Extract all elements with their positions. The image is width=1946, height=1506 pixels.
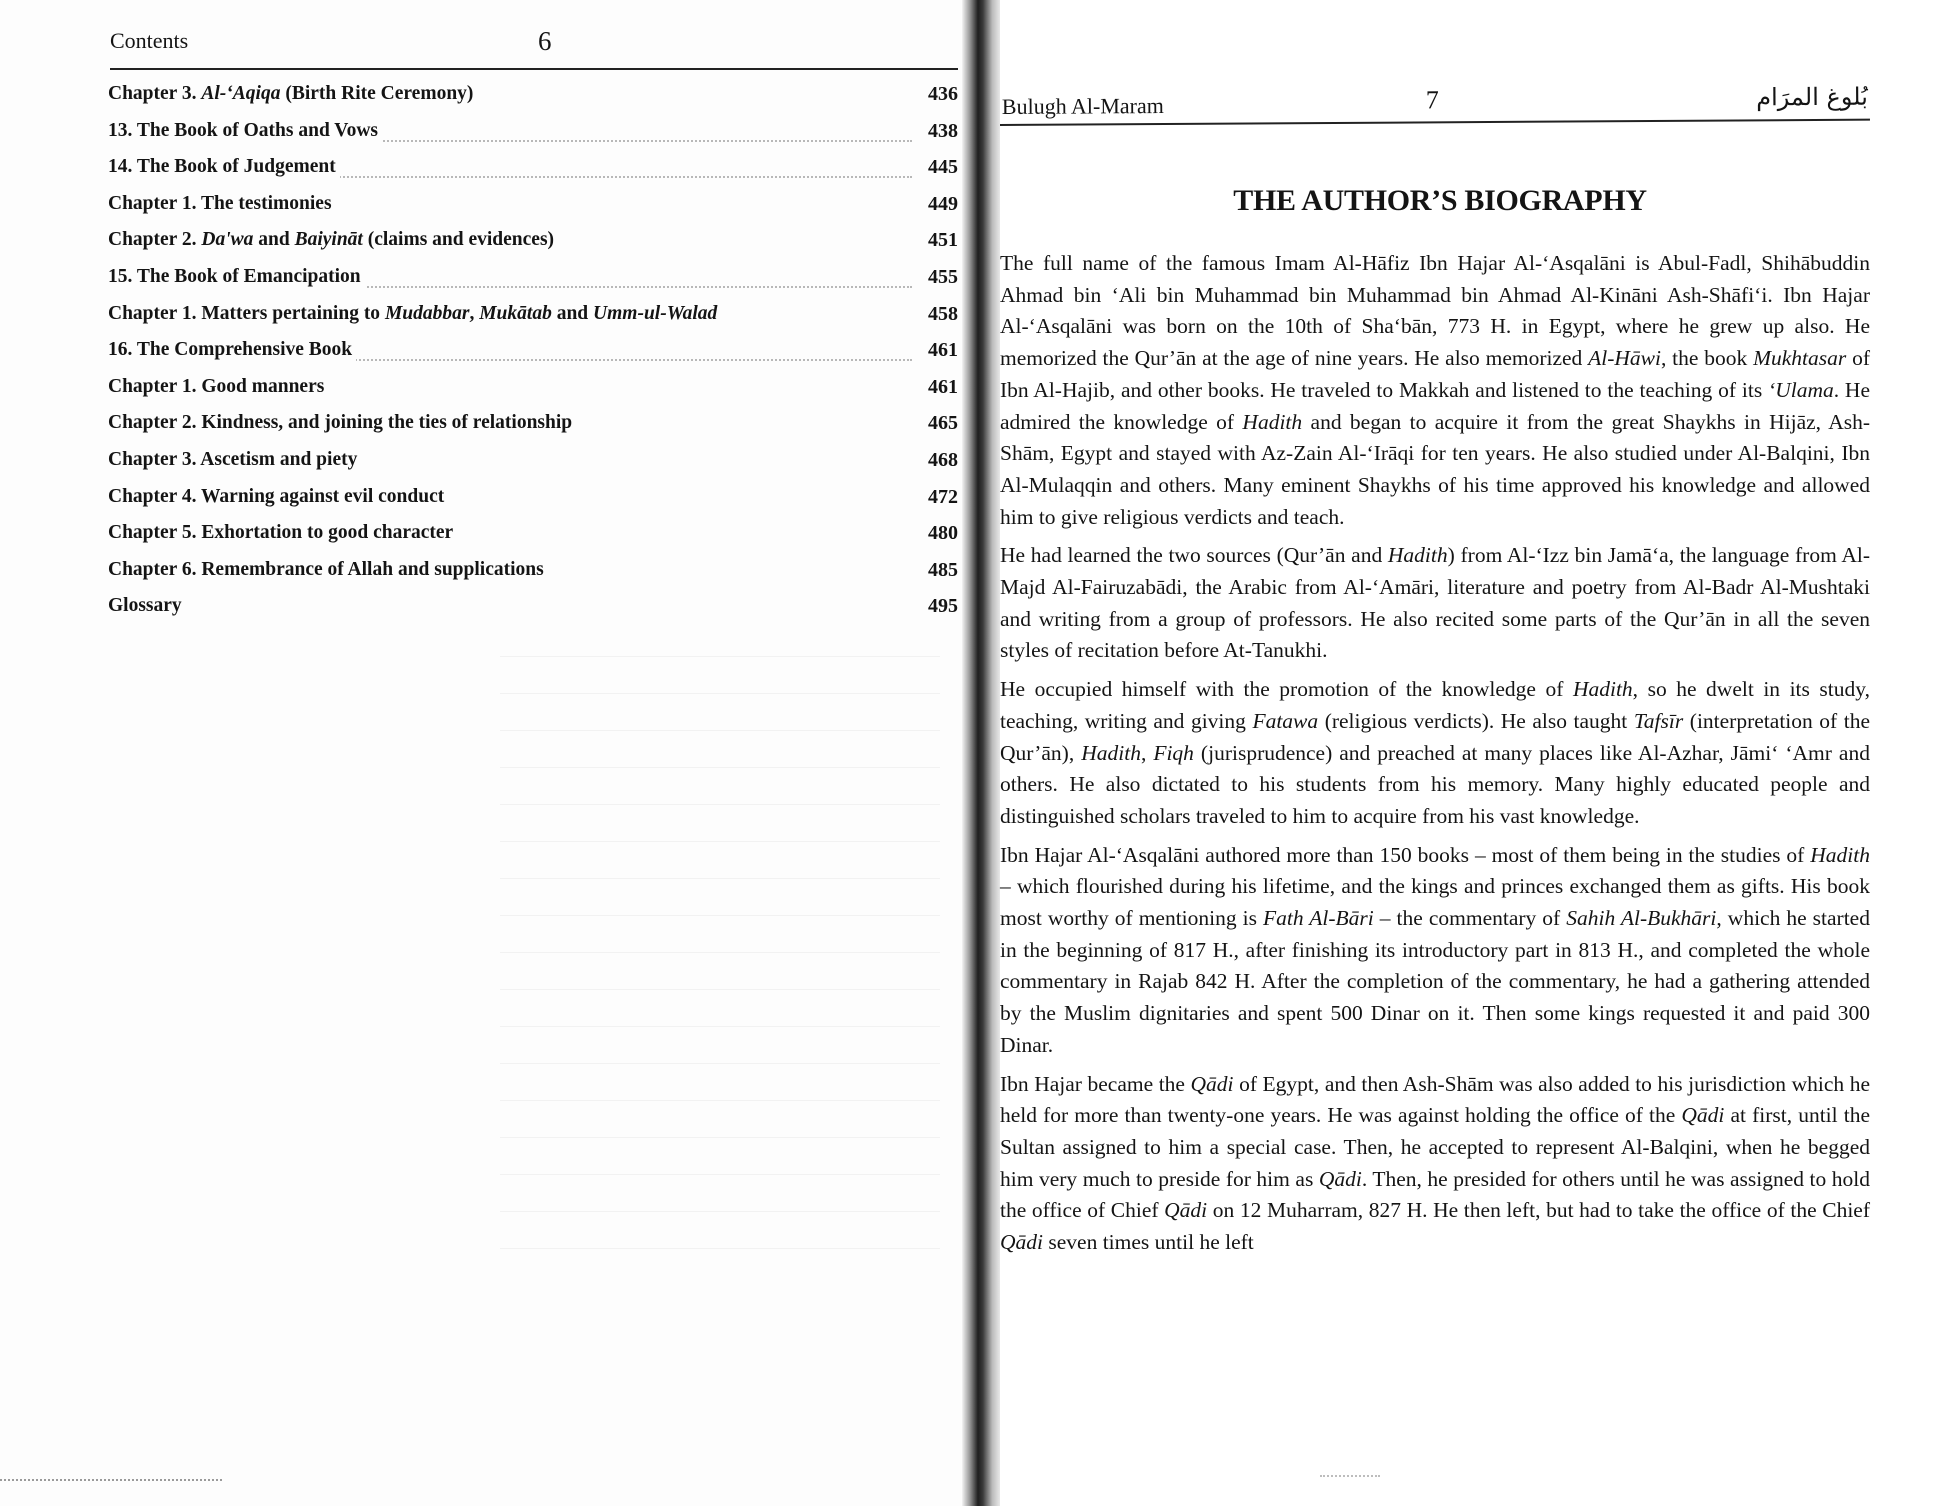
text-run: Chapter 2. (108, 229, 202, 251)
running-title: Contents (110, 28, 189, 53)
italic-term: Mudabbar (384, 302, 470, 324)
toc-entry (108, 371, 958, 408)
text-run: Chapter 5. Exhortation to good character (108, 522, 454, 544)
text-run: Chapter 2. Kindness, and joining the ties of relationship (108, 412, 573, 434)
book-spine-gutter (962, 0, 1000, 1506)
italic-term: Fath Al-Bāri (1263, 906, 1374, 931)
italic-term: Hadith (1572, 677, 1633, 702)
toc-entry (108, 298, 958, 335)
text-run: on 12 Muharram, 827 H. He then left, but had to take the office of the Chief (1207, 1198, 1870, 1223)
text-run: (claims and evidences) (362, 229, 555, 251)
text-run: Glossary (108, 595, 182, 617)
print-smudge (1320, 1475, 1380, 1481)
italic-term: ‘Ulama (1768, 377, 1834, 402)
text-run: ) from Al-‘Izz bin Jamā‘a, the language from Al-Majd Al-Fairuzabādi, the Arabic from Al-‘Amāri, literature and poetry from Al-Badr Al-Mushtaki and writing from a group of professors. He also recited some parts of the Qur’ān in all the seven styles of recitation before At-Tanukhi. (1000, 543, 1870, 663)
toc-entry-page: 436 (928, 83, 958, 105)
toc-entry-title (108, 376, 328, 398)
paragraph (1000, 1069, 1870, 1259)
toc-entry (108, 224, 958, 261)
toc-entry-title (108, 595, 186, 617)
text-run: and (253, 229, 295, 251)
toc-entry-title (108, 229, 558, 251)
text-run: – which flourished during his lifetime, and the kings and princes exchanged them as gifts. His book most worthy of mentioning is (1000, 874, 1870, 931)
toc-entry (108, 78, 958, 115)
text-run: Chapter 1. Matters pertaining to (108, 302, 385, 324)
paragraph (1000, 540, 1870, 667)
running-title: Bulugh Al-Maram (1001, 92, 1164, 119)
show-through-text (500, 620, 940, 1249)
text-run: (jurisprudence) and preached at many places like Al-Azhar, Jāmi‘ ‘Amr and others. He also dictated to his students from his memory. Many highly educated people and distinguished scholars traveled to him to acquire from his vast knowledge. (1000, 740, 1870, 828)
text-run: , so he dwelt in its study, teaching, writing and giving (1000, 677, 1870, 733)
toc-entry-title (108, 522, 457, 544)
text-run: Chapter 1. The testimonies (108, 192, 332, 214)
italic-term: Tafsīr (1633, 708, 1684, 733)
toc-entry (108, 590, 958, 627)
italic-term: Hadith (1387, 543, 1448, 568)
text-run: – the commentary of (1373, 906, 1567, 931)
paragraph (1000, 248, 1870, 533)
text-run: Chapter 3. Ascetism and piety (108, 448, 358, 470)
toc-entry-title (108, 156, 340, 178)
italic-term: Qādi (1164, 1198, 1208, 1223)
text-run: (religious verdicts). He also taught (1318, 708, 1634, 733)
toc-entry-page: 461 (928, 339, 958, 362)
text-run: He occupied himself with the promotion of the knowledge of (1000, 677, 1573, 702)
toc-entry-title (108, 412, 576, 434)
toc-entry (108, 481, 958, 518)
text-run: , (469, 302, 480, 324)
toc-entry-page: 480 (928, 522, 958, 545)
toc-entry (108, 554, 958, 591)
text-run: of Egypt, and then Ash-Shām was also added to his jurisdiction which he held for more than twenty-one years. He was against holding the office of the (1000, 1071, 1870, 1128)
italic-term: Umm-ul-Walad (593, 302, 718, 324)
toc-entry-title (108, 120, 382, 142)
text-run: 13. The Book of Oaths and Vows (108, 119, 379, 141)
toc-entry-title (108, 83, 477, 105)
left-page-header (110, 24, 958, 70)
italic-term: Fiqh (1153, 740, 1194, 765)
text-run: Chapter 4. Warning against evil conduct (108, 485, 445, 507)
toc-entry-page: 465 (928, 412, 958, 435)
page-number: 7 (1425, 85, 1439, 115)
toc-entry-title (108, 486, 448, 508)
toc-entry-title (108, 303, 721, 325)
toc-entry-title (108, 449, 361, 471)
toc-entry (108, 188, 958, 225)
text-run: seven times until he left (1043, 1230, 1254, 1255)
toc-entry-page: 468 (928, 448, 958, 471)
text-run: 14. The Book of Judgement (108, 156, 336, 178)
page-number: 6 (538, 26, 552, 56)
toc-entry-page: 495 (928, 595, 958, 618)
text-run: (interpretation of the Qur’ān), (1000, 708, 1871, 765)
arabic-running-title: بُلوغ المرَام (1756, 82, 1868, 112)
toc-entry-title (108, 339, 356, 361)
toc-entry-title (108, 266, 365, 288)
toc-entry-page: 449 (928, 192, 958, 215)
text-run: Chapter 1. Good manners (108, 375, 325, 397)
italic-term: Qādi (1318, 1166, 1362, 1191)
italic-term: Mukhtasar (1753, 346, 1847, 371)
toc-entry-page: 455 (928, 265, 958, 288)
text-run: at first, until the Sultan assigned to him a special case. Then, he accepted to represent Al-Balqini, when he begged him very much to preside for him as (1000, 1103, 1870, 1191)
paragraph (1000, 674, 1870, 833)
italic-term: Al-Hāwi (1588, 346, 1661, 371)
italic-term: Da'wa (201, 229, 254, 251)
italic-term: Qādi (1190, 1071, 1234, 1096)
text-run: Chapter 6. Remembrance of Allah and supplications (108, 558, 544, 580)
toc-entry-title (108, 193, 336, 215)
text-run: and (551, 302, 594, 324)
text-run: The full name of the famous Imam Al-Hāfiz Ibn Hajar Al-‘Asqalāni is Abul-Fadl, Shihābuddin Ahmad bin ‘Ali bin Muhammad bin Muhammad bin Ahmad Al-Kināni Ash-Shāfi‘i. Ibn Hajar Al-‘Asqalāni was born on the 10th of Sha‘bān, 773 H. in Egypt, where he grew up also. He memorized the Qur’ān at the age of nine years. He also memorized (1000, 251, 1870, 371)
italic-term: Mukātab (479, 302, 552, 324)
toc-entry (108, 334, 958, 371)
paragraph (1000, 840, 1870, 1062)
toc-entry (108, 444, 958, 481)
text-run: 15. The Book of Emancipation (108, 265, 361, 287)
section-heading: THE AUTHOR’S BIOGRAPHY (1233, 184, 1647, 217)
text-run: . Then, he presided for others until he was assigned to hold the office of Chief (1000, 1166, 1870, 1223)
toc-entry (108, 407, 958, 444)
italic-term: Sahih Al-Bukhāri (1566, 906, 1717, 931)
toc-entry-page: 461 (928, 375, 958, 398)
text-run: , the book (1660, 346, 1754, 371)
text-run: and began to acquire it from the great Shaykhs in Hijāz, Ash-Shām, Egypt and stayed with Az-Zain Al-‘Irāqi for ten years. He also studied under Al-Balqini, Ibn Al-Mulaqqin and others. Many eminent Shaykhs of his time approved his knowledge and allowed him to give religious verdicts and teach. (1000, 409, 1871, 529)
text-run: He had learned the two sources (Qur’ān and (1000, 543, 1388, 568)
biography-text (1000, 248, 1870, 1266)
table-of-contents (108, 78, 958, 627)
italic-term: Hadith (1810, 842, 1870, 867)
text-run: , which he started in the beginning of 817 H., after finishing its introductory part in 813 H., and completed the whole commentary in Rajab 842 H. After the completion of the commentary, he had a gathering attended by the Muslim dignitaries and spent 500 Dinar on it. Then some kings requested it and paid 300 Dinar. (1000, 906, 1870, 1057)
text-run: of Ibn Al-Hajib, and other books. He traveled to Makkah and listened to the teaching of its (1000, 346, 1870, 402)
italic-term: Hadith (1242, 409, 1303, 434)
italic-term: Al-‘Aqiqa (201, 83, 281, 104)
right-page-header (1000, 73, 1870, 126)
right-page (1000, 0, 1946, 1506)
text-run: Chapter 3. (108, 83, 202, 104)
italic-term: Hadith (1081, 740, 1141, 765)
toc-entry-page: 472 (928, 485, 958, 508)
toc-entry-page: 458 (928, 302, 958, 325)
toc-entry (108, 517, 958, 554)
toc-entry-page: 485 (928, 558, 958, 581)
text-run: . He admired the knowledge of (1000, 377, 1870, 434)
toc-entry-page: 451 (928, 229, 958, 252)
toc-entry (108, 261, 958, 298)
toc-entry-title (108, 559, 548, 581)
dotted-leader (0, 1479, 222, 1481)
text-run: (Birth Rite Ceremony) (280, 83, 474, 104)
toc-entry-page: 438 (928, 119, 958, 142)
text-run: 16. The Comprehensive Book (108, 339, 353, 361)
text-run: , (1140, 740, 1154, 765)
left-page (0, 0, 962, 1506)
italic-term: Fatawa (1252, 708, 1319, 733)
italic-term: Qādi (1681, 1103, 1725, 1128)
toc-entry-page: 445 (928, 156, 958, 179)
text-run: Ibn Hajar became the (1000, 1071, 1191, 1096)
toc-entry (108, 115, 958, 152)
italic-term: Baiyināt (294, 229, 363, 251)
text-run: Ibn Hajar Al-‘Asqalāni authored more than 150 books – most of them being in the studies of (1000, 842, 1811, 867)
toc-entry (108, 151, 958, 188)
italic-term: Qādi (1000, 1230, 1043, 1255)
